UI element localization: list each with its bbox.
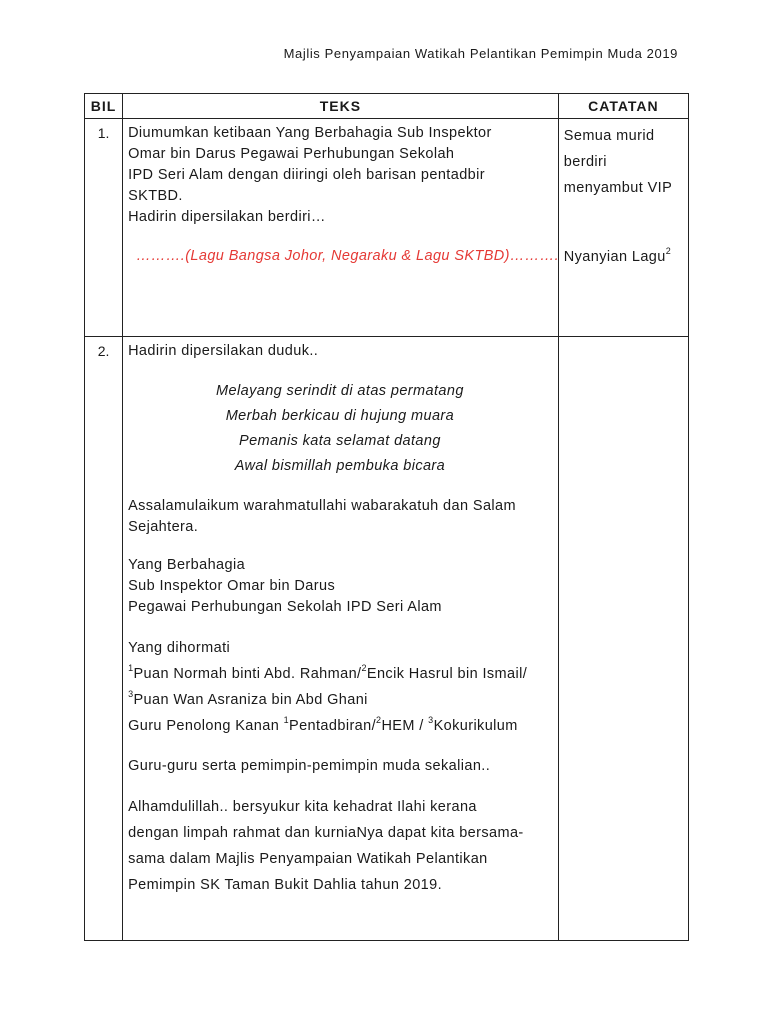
catatan-line: menyambut VIP (563, 180, 673, 196)
ydh-role: Guru Penolong Kanan (128, 718, 284, 734)
song-list-line: ……….(Lagu Bangsa Johor, Negaraku & Lagu SKTBD)………. (136, 248, 560, 264)
footnote-sup: 2 (361, 663, 367, 674)
ydh-block (128, 635, 552, 739)
intro-line: Hadirin dipersilakan duduk.. (128, 343, 319, 359)
table-row (85, 337, 689, 941)
footnote-sup: 1 (128, 663, 134, 674)
catatan-line: berdiri (563, 154, 607, 170)
pantun-line: Melayang serindit di atas permatang (216, 383, 464, 399)
catatan-cell (558, 337, 688, 941)
ydh-role: Kokurikulum (433, 718, 518, 734)
page-header: Majlis Penyampaian Watikah Pelantikan Pemimpin Muda 2019 (283, 46, 678, 61)
alham-line: Alhamdulillah.. bersyukur kita kehadrat Ilahi kerana (128, 799, 477, 815)
ydh-name: Puan Normah binti Abd. Rahman/ (133, 666, 362, 682)
footnote-sup: 3 (128, 689, 134, 700)
ydh-line (128, 687, 552, 713)
alham-line: sama dalam Majlis Penyampaian Watikah Pelantikan (128, 851, 488, 867)
guru-line: Guru-guru serta pemimpin-pemimpin muda sekalian.. (128, 758, 491, 774)
catatan-song-sup: 2 (665, 246, 672, 257)
salam-line: Sejahtera. (128, 519, 199, 535)
ydh-name: Puan Wan Asraniza bin Abd Ghani (133, 692, 368, 708)
yb-line: Sub Inspektor Omar bin Darus (128, 578, 336, 594)
programme-table (84, 93, 689, 941)
alham-block (128, 794, 552, 898)
yb-line: Pegawai Perhubungan Sekolah IPD Seri Alam (128, 599, 442, 615)
salam-block (128, 496, 552, 538)
yb-block (128, 555, 552, 618)
bil-cell: 2. (85, 337, 123, 941)
column-header-bil: BIL (85, 94, 123, 119)
salam-line: Assalamulaikum warahmatullahi wabarakatuh dan Salam (128, 498, 516, 514)
teks-cell (123, 337, 559, 941)
alham-line: Pemimpin SK Taman Bukit Dahlia tahun 2019. (128, 877, 443, 893)
ydh-role: Pentadbiran/ (289, 718, 377, 734)
pantun-line: Pemanis kata selamat datang (239, 433, 441, 449)
ydh-line (128, 661, 552, 687)
catatan-line: Semua murid (563, 128, 655, 144)
catatan-song-text: Nyanyian Lagu (563, 249, 666, 265)
ydh-title: Yang dihormati (128, 640, 231, 656)
column-header-teks: TEKS (123, 94, 559, 119)
column-header-catatan: CATATAN (558, 94, 688, 119)
pantun-line: Awal bismillah pembuka bicara (234, 458, 446, 474)
teks-line: IPD Seri Alam dengan diiringi oleh barisan pentadbir (128, 167, 485, 183)
footnote-sup: 2 (376, 715, 382, 726)
pantun-line: Merbah berkicau di hujung muara (225, 408, 455, 424)
teks-cell (123, 119, 559, 337)
ydh-role: HEM / (381, 718, 429, 734)
teks-line: Omar bin Darus Pegawai Perhubungan Sekolah (128, 146, 455, 162)
table-header-row (85, 94, 689, 119)
catatan-song (564, 244, 682, 270)
catatan-cell (558, 119, 688, 337)
footnote-sup: 1 (283, 715, 289, 726)
ydh-name: Encik Hasrul bin Ismail/ (366, 666, 528, 682)
yb-line: Yang Berbahagia (128, 557, 246, 573)
teks-line: SKTBD. (128, 188, 183, 204)
guru-block (128, 756, 552, 777)
ydh-line (128, 713, 552, 739)
teks-line: Hadirin dipersilakan berdiri… (128, 209, 326, 225)
alham-line: dengan limpah rahmat dan kurniaNya dapat kita bersama- (128, 825, 524, 841)
footnote-sup: 3 (428, 715, 434, 726)
table-row (85, 119, 689, 337)
teks-line: Diumumkan ketibaan Yang Berbahagia Sub Inspektor (128, 125, 492, 141)
pantun-block (128, 379, 552, 479)
bil-cell: 1. (85, 119, 123, 337)
